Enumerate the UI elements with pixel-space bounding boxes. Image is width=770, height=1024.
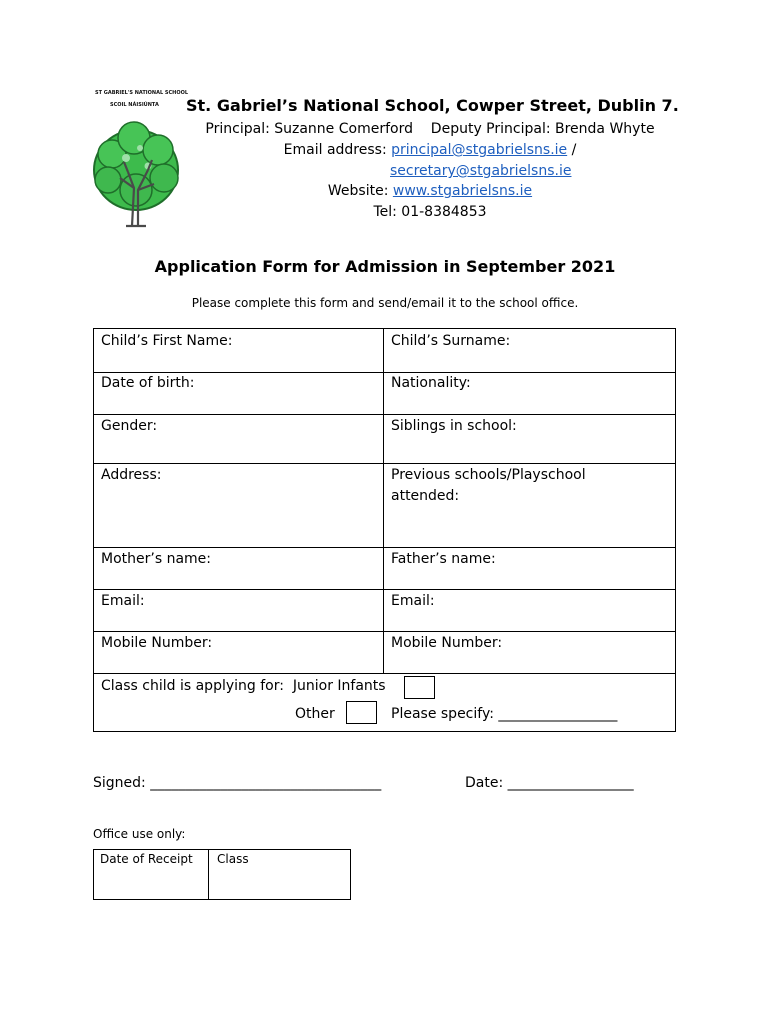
email-separator: /	[571, 142, 577, 158]
other-checkbox[interactable]	[346, 701, 377, 724]
telephone-line: Tel: 01-8384853	[373, 204, 487, 220]
father-email-field[interactable]: Email:	[391, 593, 435, 609]
please-specify-field[interactable]: Please specify: _________________	[391, 706, 618, 722]
application-form-table	[93, 328, 676, 732]
nationality-field[interactable]: Nationality:	[391, 375, 471, 391]
email-label: Email address:	[283, 142, 387, 158]
logo-text-line1: ST GABRIEL'S NATIONAL SCHOOL	[95, 90, 189, 96]
office-use-table	[93, 849, 351, 900]
row-divider	[94, 414, 675, 415]
previous-schools-label-line1: Previous schools/Playschool	[391, 467, 586, 483]
previous-schools-label-line2: attended:	[391, 488, 460, 504]
row-divider	[94, 463, 675, 464]
class-applying-text: Class child is applying for:	[101, 678, 284, 694]
date-of-receipt-cell[interactable]: Date of Receipt	[100, 852, 193, 866]
column-divider	[383, 329, 384, 673]
row-divider	[94, 673, 675, 674]
fathers-name-field[interactable]: Father’s name:	[391, 551, 496, 567]
junior-infants-checkbox[interactable]	[404, 676, 435, 699]
office-class-cell[interactable]: Class	[217, 852, 249, 866]
child-surname-field[interactable]: Child’s Surname:	[391, 333, 511, 349]
secondary-email-line	[390, 162, 571, 180]
deputy-principal-name: Deputy Principal: Brenda Whyte	[430, 121, 655, 137]
logo-text-line2: SCOIL NÁISIÚNTA	[110, 102, 159, 108]
child-first-name-field[interactable]: Child’s First Name:	[101, 333, 233, 349]
tree-foliage	[94, 122, 178, 210]
principal-email-link[interactable]: principal@stgabrielsns.ie	[391, 142, 568, 158]
school-tree-logo	[90, 118, 186, 228]
principal-line	[190, 120, 670, 138]
website-line	[190, 182, 670, 200]
email-line	[190, 141, 670, 159]
mother-mobile-field[interactable]: Mobile Number:	[101, 635, 213, 651]
row-divider	[94, 547, 675, 548]
website-label: Website:	[327, 183, 389, 199]
office-column-divider	[208, 850, 209, 899]
junior-infants-label: Junior Infants	[292, 678, 386, 694]
father-mobile-field[interactable]: Mobile Number:	[391, 635, 503, 651]
principal-name: Principal: Suzanne Comerford	[205, 121, 413, 137]
website-link[interactable]: www.stgabrielsns.ie	[392, 183, 533, 199]
mother-email-field[interactable]: Email:	[101, 593, 145, 609]
school-name-heading: St. Gabriel’s National School, Cowper Street, Dublin 7.	[186, 96, 679, 115]
address-field[interactable]: Address:	[101, 467, 162, 483]
date-field[interactable]: Date: __________________	[465, 775, 634, 791]
form-title: Application Form for Admission in September 2021	[154, 257, 616, 276]
siblings-field[interactable]: Siblings in school:	[391, 418, 517, 434]
date-of-birth-field[interactable]: Date of birth:	[101, 375, 195, 391]
gender-field[interactable]: Gender:	[101, 418, 158, 434]
class-applying-label	[101, 676, 386, 697]
row-divider	[94, 589, 675, 590]
other-label: Other	[295, 706, 335, 722]
previous-schools-field[interactable]	[391, 465, 586, 507]
secretary-email-link[interactable]: secretary@stgabrielsns.ie	[390, 163, 572, 179]
form-instructions: Please complete this form and send/email it to the school office.	[191, 296, 579, 310]
row-divider	[94, 631, 675, 632]
mothers-name-field[interactable]: Mother’s name:	[101, 551, 211, 567]
office-use-label: Office use only:	[93, 827, 186, 841]
signature-field[interactable]: Signed: _________________________________	[93, 775, 382, 791]
